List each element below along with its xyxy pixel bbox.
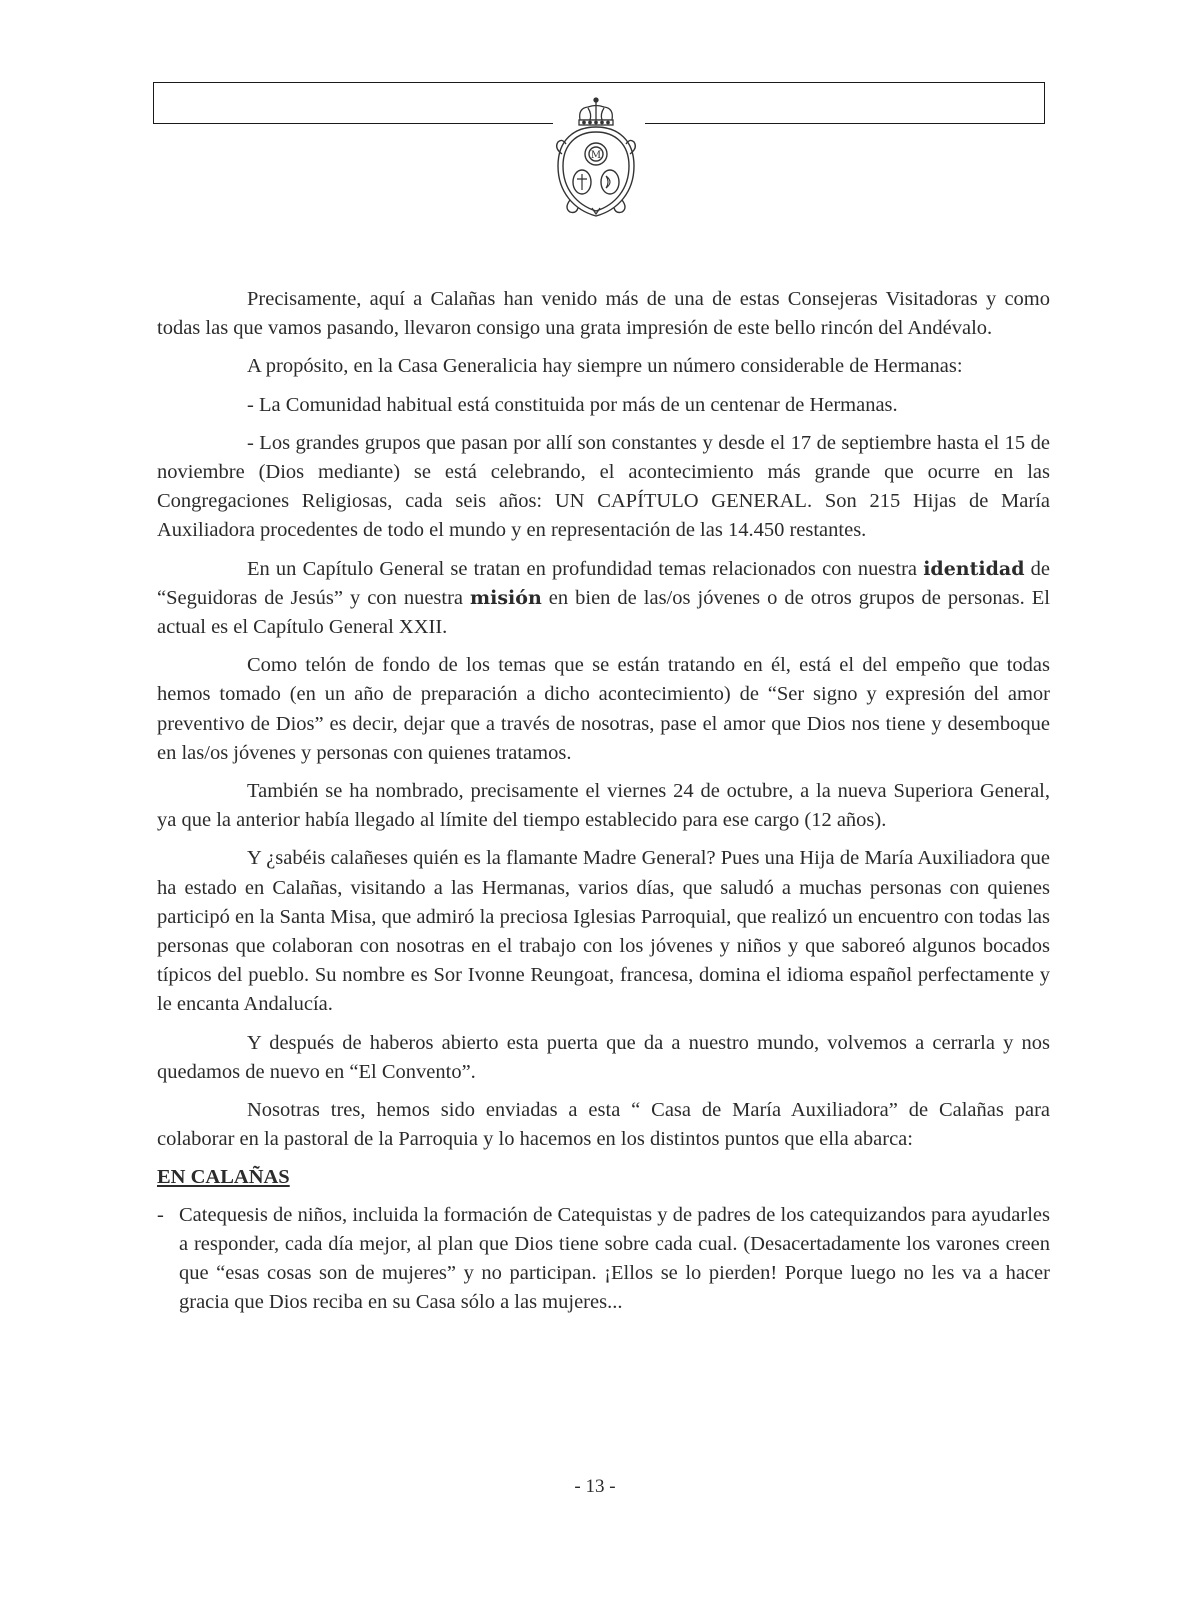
frame-left-line [153,82,154,124]
paragraph-2: A propósito, en la Casa Generalicia hay siempre un número considerable de Hermanas: [247,355,963,378]
paragraph-4: - Los grandes grupos que pasan por allí son constantes y desde el 17 de septiembre hasta el 15 de noviembre (Dios mediante) se está celebrando, el acontecimiento más grande que ocurre en las Congregaciones Religiosas, cada seis años: UN CAPÍTULO GENERAL. Son 215 Hijas de María Auxiliadora procedentes de todo el mundo y en representación de las 14.450 restantes. [157,431,1050,542]
document-body [157,285,1050,1327]
paragraph-5-part-d: en bien de las/os jóvenes o de otros grupos de personas. El actual es el Capítulo General XXII. [157,586,1050,639]
paragraph-9: Y después de haberos abierto esta puerta que da a nuestro mundo, volvemos a cerrarla y nos quedamos de nuevo en “El Convento”. [157,1031,1050,1083]
bold-identidad: identidad [923,557,1025,580]
page-number: - 13 - [574,1476,616,1497]
paragraph-7: También se ha nombrado, precisamente el viernes 24 de octubre, a la nueva Superiora General, ya que la anterior había llegado al límite del tiempo establecido para ese cargo (12 años). [157,780,1050,832]
list-item-text: Catequesis de niños, incluida la formación de Catequistas y de padres de los catequizandos para ayudarles a responder, cada día mejor, al plan que Dios tiene sobre cada cual. (Desacertadamente los varones creen que “esas cosas son de mujeres” y no participan. ¡Ellos se lo pierden! Porque luego no les va a hacer gracia que Dios reciba en su Casa sólo a las mujeres... [179,1203,1050,1314]
paragraph-8: Y ¿sabéis calañeses quién es la flamante Madre General? Pues una Hija de María Auxiliadora que ha estado en Calañas, visitando a las Hermanas, varios días, que saludó a muchas personas con quienes participó en la Santa Misa, que admiró la preciosa Iglesias Parroquial, que realizó un encuentro con todas las personas que colaboran con nosotras en el trabajo con los jóvenes y niños y que saboreó algunos bocados típicos del pueblo. Su nombre es Sor Ivonne Reungoat, francesa, domina el idioma español perfectamente y le encanta Andalucía. [157,847,1050,1016]
list-dash: - [157,1203,164,1226]
section-title: EN CALAÑAS [157,1166,290,1189]
crowned-coat-of-arms-icon [548,96,644,224]
svg-text:M: M [590,150,602,161]
frame-right-line [1044,82,1045,124]
paragraph-5 [157,555,1050,643]
paragraph-1: Precisamente, aquí a Calañas han venido más de una de estas Consejeras Visitadoras y como todas las que vamos pasando, llevaron consigo una grata impresión de este bello rincón del Andévalo. [157,288,1050,340]
paragraph-10: Nosotras tres, hemos sido enviadas a esta “ Casa de María Auxiliadora” de Calañas para colaborar en la pastoral de la Parroquia y lo hacemos en los distintos puntos que ella abarca: [157,1099,1050,1151]
paragraph-5-part-c: de “Seguidoras de Jesús” y con nuestra [157,557,1050,609]
list-item [157,1201,1050,1318]
bold-mision: misión [470,586,542,609]
frame-bottom-right-line [645,123,1045,124]
paragraph-5-part-a: En un Capítulo General se tratan en profundidad temas relacionados con nuestra [247,557,924,580]
paragraph-3: - La Comunidad habitual está constituida por más de un centenar de Hermanas. [247,393,898,416]
frame-top-line [153,82,1045,83]
paragraph-6: Como telón de fondo de los temas que se están tratando en él, está el del empeño que todas hemos tomado (en un año de preparación a dicho acontecimiento) de “Ser signo y expresión del amor preventivo de Dios” es decir, dejar que a través de nosotras, pase el amor que Dios nos tiene y desemboque en las/os jóvenes y personas con quienes tratamos. [157,654,1050,764]
frame-bottom-left-line [153,123,553,124]
